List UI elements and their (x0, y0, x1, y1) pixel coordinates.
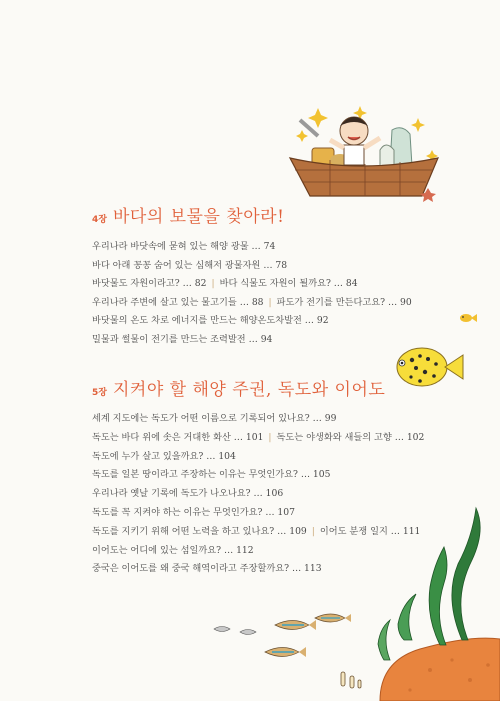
toc-entry: 독도는 바다 위에 솟은 거대한 화산 … 101 (92, 431, 264, 443)
entry-separator: | (311, 525, 315, 537)
toc-entry-row (92, 331, 452, 350)
chapter-5-title: 지켜야 할 해양 주권, 독도와 이어도 (112, 380, 386, 400)
toc-entry-row (92, 410, 472, 429)
entry-separator: | (211, 278, 215, 290)
toc-entry-row (92, 448, 472, 467)
toc-entry: 바닷물도 자원이라고? … 82 (92, 278, 207, 290)
entry-separator: | (268, 431, 272, 443)
toc-entry: 밀물과 썰물이 전기를 만드는 조력발전 … 94 (92, 333, 273, 345)
toc-entry-row (92, 429, 472, 448)
toc-entry: 독도를 지키기 위해 어떤 노력을 하고 있나요? … 109 (92, 525, 307, 537)
toc-entry-row (92, 523, 472, 542)
toc-entry: 파도가 전기를 만든다고요? … 90 (276, 296, 412, 308)
toc-entry-row (92, 312, 452, 331)
chapter-5-entries (92, 410, 472, 579)
toc-entry-row (92, 275, 452, 294)
chapter-5-number: 5장 (92, 388, 107, 398)
toc-entry: 독도에 누가 살고 있을까요? … 104 (92, 450, 236, 462)
toc-entry: 바다 아래 꽁꽁 숨어 있는 심해저 광물자원 … 78 (92, 259, 288, 271)
toc-entry: 바닷물의 온도 차로 에너지를 만드는 해양온도차발전 … 92 (92, 315, 329, 327)
toc-entry: 독도를 일본 땅이라고 주장하는 이유는 무엇인가요? … 105 (92, 469, 331, 481)
entry-separator: | (268, 296, 272, 308)
chapter-4-heading (92, 202, 284, 227)
toc-entry: 우리나라 바닷속에 묻혀 있는 해양 광물 … 74 (92, 241, 276, 252)
toc-entry: 독도를 꼭 지켜야 하는 이유는 무엇인가요? … 107 (92, 506, 295, 518)
toc-entry-row (92, 238, 452, 257)
toc-entry: 우리나라 옛날 기록에 독도가 나오나요? … 106 (92, 488, 284, 500)
chapter-4-number: 4장 (92, 215, 107, 225)
toc-entry-row (92, 560, 472, 579)
toc-entry: 독도는 야생화와 새들의 고향 … 102 (276, 431, 425, 443)
toc-entry-row (92, 504, 472, 523)
toc-entry: 이어도는 어디에 있는 섬일까요? … 112 (92, 544, 254, 556)
toc-entry-row (92, 542, 472, 561)
toc-entry: 중국은 이어도를 왜 중국 해역이라고 주장할까요? … 113 (92, 563, 322, 575)
toc-entry-row (92, 485, 472, 504)
toc-entry-row (92, 466, 472, 485)
toc-entry: 세계 지도에는 독도가 어떤 이름으로 기록되어 있나요? … 99 (92, 413, 337, 424)
toc-entry: 이어도 분쟁 일지 … 111 (319, 525, 421, 537)
toc-entry-row (92, 294, 452, 313)
toc-entry: 바다 식물도 자원이 될까요? … 84 (219, 278, 358, 290)
toc-entry-row (92, 257, 452, 276)
chapter-5-heading (92, 375, 385, 400)
chapter-4-entries (92, 238, 452, 350)
chapter-4-title: 바다의 보물을 찾아라! (112, 207, 285, 227)
toc-entry: 우리나라 주변에 살고 있는 물고기들 … 88 (92, 296, 264, 308)
